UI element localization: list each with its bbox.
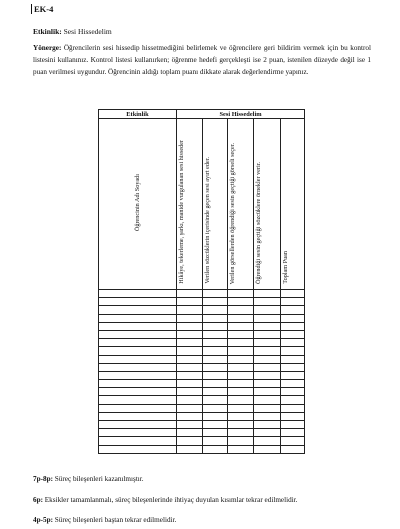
score-cell[interactable] [228,429,254,437]
table-row [99,412,305,420]
score-cell[interactable] [203,396,228,404]
student-name-cell[interactable] [99,363,177,371]
score-cell[interactable] [281,339,305,347]
score-cell[interactable] [203,388,228,396]
score-cell[interactable] [203,306,228,314]
table-row [99,404,305,412]
score-cell[interactable] [281,429,305,437]
score-cell[interactable] [254,290,281,298]
score-cell[interactable] [228,396,254,404]
score-cell[interactable] [281,388,305,396]
appendix-code: EK-4 [31,4,53,14]
score-cell[interactable] [203,371,228,379]
student-name-cell[interactable] [99,396,177,404]
score-cell[interactable] [177,298,203,306]
student-name-cell[interactable] [99,322,177,330]
student-name-cell[interactable] [99,355,177,363]
score-cell[interactable] [228,380,254,388]
score-cell[interactable] [281,298,305,306]
score-cell[interactable] [203,290,228,298]
score-cell[interactable] [281,445,305,453]
score-cell[interactable] [281,355,305,363]
legend-line-2: 6p: Eksikler tamamlanmalı, süreç bileşenlerinde ihtiyaç duyulan kısımlar tekrar edilmelidir. [33,496,298,504]
table-row [99,298,305,306]
score-cell[interactable] [203,412,228,420]
header-activity-name: Sesi Hissedelim [177,110,305,119]
student-name-cell[interactable] [99,380,177,388]
score-cell[interactable] [203,347,228,355]
table-row [99,306,305,314]
score-cell[interactable] [177,429,203,437]
score-cell[interactable] [281,371,305,379]
score-cell[interactable] [177,421,203,429]
score-cell[interactable] [203,339,228,347]
score-cell[interactable] [177,396,203,404]
score-cell[interactable] [228,404,254,412]
score-cell[interactable] [203,298,228,306]
score-cell[interactable] [177,290,203,298]
score-cell[interactable] [228,347,254,355]
score-cell[interactable] [228,306,254,314]
score-cell[interactable] [203,330,228,338]
score-cell[interactable] [177,355,203,363]
table-row [99,396,305,404]
score-cell[interactable] [281,290,305,298]
student-name-cell[interactable] [99,388,177,396]
score-cell[interactable] [254,396,281,404]
score-cell[interactable] [254,421,281,429]
score-cell[interactable] [203,314,228,322]
table-row [99,339,305,347]
column-total-score: Toplam Puan [281,119,305,290]
score-cell[interactable] [228,412,254,420]
score-cell[interactable] [254,412,281,420]
column-criterion-4: Öğrendiği sesin geçtiği sözcüklere örnekler verir. [254,119,281,290]
score-cell[interactable] [281,412,305,420]
directive-paragraph [33,43,371,78]
score-cell[interactable] [177,322,203,330]
table-row [99,371,305,379]
score-cell[interactable] [281,437,305,445]
legend-line-1: 7p-8p: Süreç bileşenleri kazanılmıştır. [33,475,144,483]
score-cell[interactable] [177,437,203,445]
student-name-cell[interactable] [99,404,177,412]
score-cell[interactable] [203,429,228,437]
score-cell[interactable] [281,330,305,338]
score-cell[interactable] [228,371,254,379]
activity-line [33,27,112,36]
student-name-cell[interactable] [99,429,177,437]
score-cell[interactable] [228,330,254,338]
table-row [99,363,305,371]
student-name-cell[interactable] [99,290,177,298]
student-name-cell[interactable] [99,298,177,306]
score-cell[interactable] [254,363,281,371]
score-cell[interactable] [177,306,203,314]
score-cell[interactable] [254,437,281,445]
score-cell[interactable] [281,404,305,412]
score-cell[interactable] [254,380,281,388]
score-cell[interactable] [203,380,228,388]
table-row [99,330,305,338]
score-cell[interactable] [203,421,228,429]
score-cell[interactable] [177,363,203,371]
column-criterion-2: Verilen sözcüklerin içerisinde geçen sesi ayırt eder. [203,119,228,290]
score-cell[interactable] [228,388,254,396]
directive-label: Yönerge: [33,44,62,52]
score-cell[interactable] [203,355,228,363]
score-cell[interactable] [177,371,203,379]
score-cell[interactable] [254,330,281,338]
score-cell[interactable] [228,314,254,322]
score-cell[interactable] [281,396,305,404]
table-row [99,437,305,445]
table-row [99,388,305,396]
score-cell[interactable] [281,347,305,355]
score-cell[interactable] [228,290,254,298]
score-cell[interactable] [203,445,228,453]
score-cell[interactable] [228,298,254,306]
table-row [99,347,305,355]
score-cell[interactable] [177,412,203,420]
score-cell[interactable] [281,322,305,330]
score-cell[interactable] [254,371,281,379]
table-row [99,290,305,298]
table-row [99,314,305,322]
table-row [99,429,305,437]
score-cell[interactable] [254,322,281,330]
score-cell[interactable] [177,404,203,412]
score-cell[interactable] [177,445,203,453]
score-cell[interactable] [203,404,228,412]
score-cell[interactable] [203,437,228,445]
score-cell[interactable] [254,388,281,396]
student-name-cell[interactable] [99,330,177,338]
activity-value: Sesi Hissedelim [63,27,112,36]
score-cell[interactable] [228,322,254,330]
student-name-cell[interactable] [99,445,177,453]
score-cell[interactable] [177,347,203,355]
score-cell[interactable] [281,380,305,388]
score-cell[interactable] [177,339,203,347]
score-cell[interactable] [228,339,254,347]
directive-text: Öğrencilerin sesi hissedip hissetmediğini belirlemek ve öğrencilere geri bildirim vermek için bu kontrol listesini kullanınız. Kontrol listesi kullanırken; öğrenme hedefi gerçekleşti ise 2 puan, istenilen düzeyde değil ise 1 puan verilmesi uygundur. Öğrencinin aldığı toplam puanı dikkate alarak değerlendirme yapınız. [33,44,371,76]
score-cell[interactable] [177,388,203,396]
score-cell[interactable] [281,421,305,429]
student-name-cell[interactable] [99,412,177,420]
activity-label: Etkinlik: [33,27,62,36]
student-name-cell[interactable] [99,306,177,314]
score-cell[interactable] [177,314,203,322]
legend-line-3: 4p-5p: Süreç bileşenleri baştan tekrar edilmelidir. [33,516,177,524]
column-student-name: Öğrencinin Adı Soyadı [99,119,177,290]
score-cell[interactable] [228,445,254,453]
score-cell[interactable] [228,355,254,363]
student-name-cell[interactable] [99,371,177,379]
score-cell[interactable] [177,330,203,338]
checklist-table [98,109,305,454]
score-cell[interactable] [254,355,281,363]
student-name-cell[interactable] [99,347,177,355]
score-cell[interactable] [228,437,254,445]
table-row [99,355,305,363]
column-criterion-3: Verilen görsellerden öğrendiği sesin geçtiği görseli seçer. [228,119,254,290]
score-cell[interactable] [254,306,281,314]
table-row [99,380,305,388]
score-cell[interactable] [177,380,203,388]
student-name-cell[interactable] [99,437,177,445]
score-cell[interactable] [254,429,281,437]
score-cell[interactable] [203,363,228,371]
score-cell[interactable] [281,363,305,371]
score-cell[interactable] [254,314,281,322]
column-criterion-1: Hikâye, tekerleme, şarkı, manide vurgulanan sesi hisseder [177,119,203,290]
score-cell[interactable] [228,363,254,371]
score-cell[interactable] [254,347,281,355]
score-cell[interactable] [254,404,281,412]
score-cell[interactable] [203,322,228,330]
table-row [99,445,305,453]
score-cell[interactable] [281,306,305,314]
score-cell[interactable] [281,314,305,322]
student-name-cell[interactable] [99,314,177,322]
score-cell[interactable] [254,298,281,306]
student-name-cell[interactable] [99,421,177,429]
student-name-cell[interactable] [99,339,177,347]
table-row [99,421,305,429]
table-row [99,322,305,330]
score-cell[interactable] [254,445,281,453]
score-cell[interactable] [228,421,254,429]
score-cell[interactable] [254,339,281,347]
header-activity: Etkinlik [99,110,177,119]
